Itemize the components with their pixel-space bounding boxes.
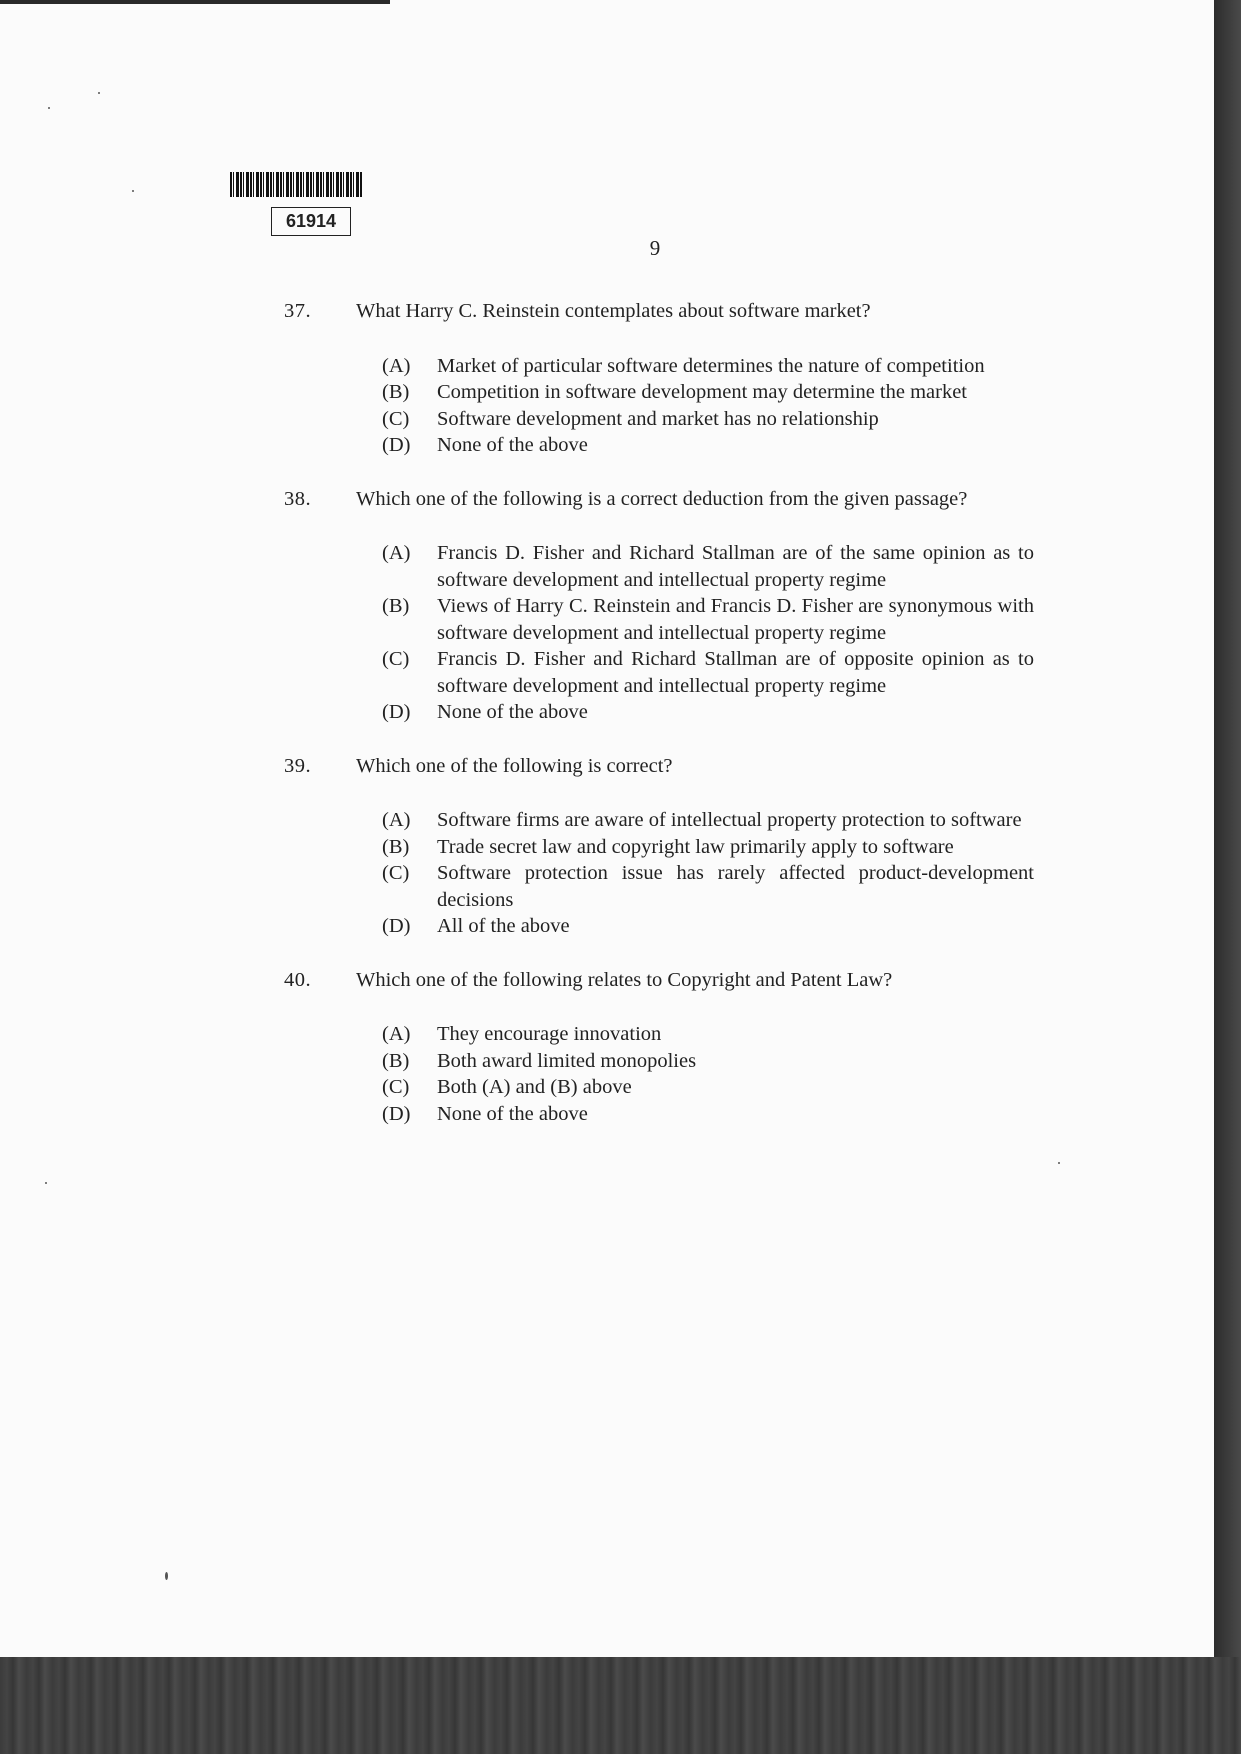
question-header <box>284 486 1034 513</box>
option-text: Software development and market has no relationship <box>437 407 879 430</box>
option-a <box>382 540 1034 593</box>
option-letter: (C) <box>382 1076 410 1098</box>
scan-speck <box>165 1572 168 1580</box>
question-39 <box>284 753 1034 940</box>
scanner-border-bottom <box>0 1657 1241 1754</box>
question-number: 39. <box>284 754 312 777</box>
option-list <box>382 540 1034 726</box>
option-b <box>382 1048 1034 1075</box>
option-letter: (A) <box>382 354 411 377</box>
option-letter: (C) <box>382 407 410 430</box>
option-c <box>382 406 1034 433</box>
option-letter: (C) <box>382 862 410 884</box>
option-b <box>382 834 1034 861</box>
question-header <box>284 753 1034 780</box>
option-b <box>382 593 1034 646</box>
question-number: 40. <box>284 968 312 991</box>
scan-speck <box>48 107 50 109</box>
option-letter: (B) <box>382 1049 410 1072</box>
question-text: Which one of the following is a correct deduction from the given passage? <box>356 487 968 510</box>
option-d <box>382 913 1034 940</box>
question-list <box>284 298 1034 1154</box>
question-header <box>284 298 1034 325</box>
scan-speck <box>1058 1162 1060 1164</box>
option-d <box>382 1101 1034 1128</box>
option-text: All of the above <box>437 915 570 937</box>
question-header <box>284 967 1034 994</box>
option-b <box>382 379 1034 406</box>
question-number: 38. <box>284 487 312 510</box>
option-letter: (B) <box>382 835 410 858</box>
question-text: What Harry C. Reinstein contemplates about software market? <box>356 300 871 322</box>
option-a <box>382 1021 1034 1048</box>
barcode <box>230 172 363 197</box>
question-number: 37. <box>284 300 312 322</box>
option-letter: (B) <box>382 381 410 403</box>
question-text: Which one of the following relates to Copyright and Patent Law? <box>356 968 893 991</box>
scan-speck <box>98 92 100 94</box>
option-letter: (C) <box>382 648 410 670</box>
option-letter: (D) <box>382 915 411 937</box>
option-text: Both (A) and (B) above <box>437 1076 632 1098</box>
option-d <box>382 432 1034 459</box>
option-letter: (B) <box>382 595 410 617</box>
option-c <box>382 860 1034 913</box>
question-38 <box>284 486 1034 726</box>
option-list <box>382 353 1034 459</box>
option-text: They encourage innovation <box>437 1023 662 1045</box>
option-text: None of the above <box>437 701 588 723</box>
option-letter: (A) <box>382 1023 411 1045</box>
page-number: 9 <box>649 236 661 260</box>
option-text: Competition in software development may determine the market <box>437 381 967 403</box>
option-text: Software protection issue has rarely affected product-development decisions <box>437 862 1034 911</box>
question-37 <box>284 298 1034 459</box>
option-c <box>382 1074 1034 1101</box>
option-text: Trade secret law and copyright law primarily apply to software <box>437 835 954 858</box>
option-a <box>382 807 1034 834</box>
question-40 <box>284 967 1034 1128</box>
option-letter: (D) <box>382 434 411 456</box>
option-list <box>382 1021 1034 1127</box>
option-a <box>382 353 1034 380</box>
scan-top-edge <box>0 0 390 4</box>
scan-speck <box>132 190 134 192</box>
option-letter: (A) <box>382 542 411 564</box>
option-text: Market of particular software determines the nature of competition <box>437 354 985 377</box>
option-c <box>382 646 1034 699</box>
scanner-border-right <box>1214 0 1241 1754</box>
option-letter: (A) <box>382 809 411 831</box>
option-text: Francis D. Fisher and Richard Stallman are of the same opinion as to software development and intellectual property regime <box>437 542 1034 591</box>
option-text: Views of Harry C. Reinstein and Francis D. Fisher are synonymous with software development and intellectual property regime <box>437 595 1034 644</box>
option-letter: (D) <box>382 1102 411 1125</box>
scan-speck <box>45 1182 47 1184</box>
option-letter: (D) <box>382 701 411 723</box>
option-list <box>382 807 1034 940</box>
question-text: Which one of the following is correct? <box>356 754 673 777</box>
option-text: None of the above <box>437 1102 588 1125</box>
option-d <box>382 699 1034 726</box>
option-text: None of the above <box>437 434 588 456</box>
paper-code-box: 61914 <box>271 207 351 236</box>
option-text: Both award limited monopolies <box>437 1049 697 1072</box>
option-text: Francis D. Fisher and Richard Stallman are of opposite opinion as to software development and intellectual property regime <box>437 648 1034 697</box>
option-text: Software firms are aware of intellectual property protection to software <box>437 809 1022 831</box>
